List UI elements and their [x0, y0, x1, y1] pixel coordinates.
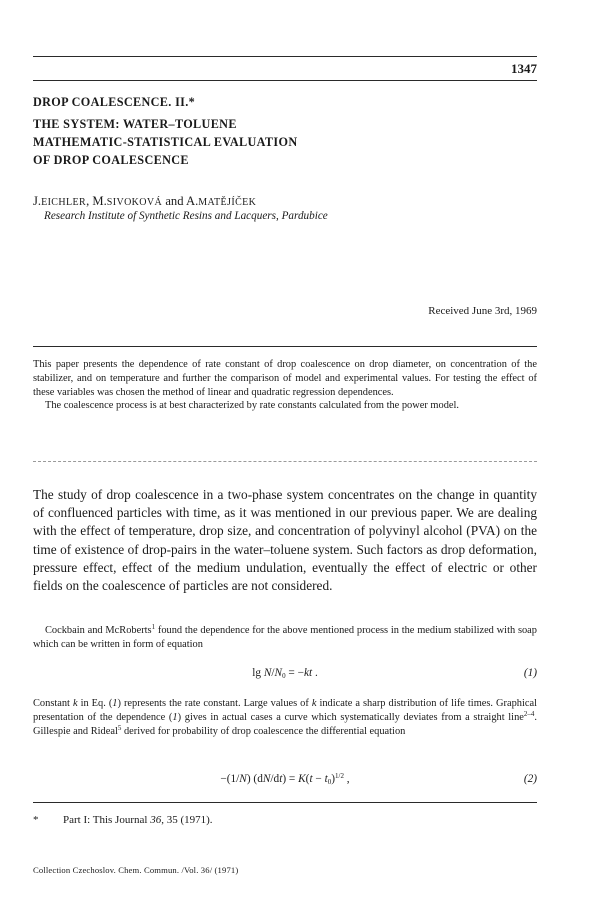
eq2-lhs: −(1/ — [220, 773, 240, 785]
author-1-surname: EICHLER — [41, 197, 87, 208]
authors-conjunction: and — [165, 194, 184, 208]
title-line-4: OF DROP COALESCENCE — [33, 153, 189, 167]
eq1-dot: . — [312, 667, 318, 679]
eq2-N: N — [239, 773, 247, 785]
received-date: Received June 3rd, 1969 — [428, 305, 537, 317]
abstract-top-rule — [33, 346, 537, 347]
author-3-surname: MATĚJÍČEK — [198, 197, 257, 208]
abstract-paragraph-2: The coalescence process is at best characterized by rate constants calculated from the power model. — [45, 400, 459, 412]
abstract — [33, 358, 537, 413]
affiliation: Research Institute of Synthetic Resins and Lacquers, Pardubice — [44, 210, 328, 222]
eq2-comma: , — [343, 773, 350, 785]
footnote-rule — [33, 802, 537, 803]
paragraph-cockbain — [33, 624, 537, 652]
paragraph-cockbain-text-2: found the dependence for the above mentioned process in the medium stabilized with soap which can be written in form of equation — [33, 625, 537, 651]
author-2-initial: M. — [92, 194, 107, 208]
eq2-t0: t — [324, 773, 328, 785]
footnote-mark: * — [33, 814, 39, 826]
footnote-volume: 36 — [150, 814, 162, 826]
footnote-text-2: , 35 (1971). — [161, 814, 213, 826]
eq1-lg: lg — [252, 667, 262, 679]
p3-k-1: k — [72, 698, 78, 709]
paragraph-cockbain-text-1: Cockbain and McRoberts — [45, 625, 152, 636]
reference-1: 1 — [151, 623, 156, 631]
p3-eq-ref-1: 1 — [112, 698, 118, 709]
journal-footer: Collection Czechoslov. Chem. Commun. /Vol. 36/ (1971) — [33, 865, 239, 875]
eq2-mid: ) (d — [246, 773, 263, 785]
p3-eq-ref-2: 1 — [172, 712, 178, 724]
equation-1-expression — [33, 667, 537, 679]
eq1-kt: kt — [303, 667, 313, 679]
author-1-initial: J. — [33, 194, 42, 208]
p3-text-5: ) gives in actual cases a curve which systematically deviates from a straight line — [177, 712, 524, 724]
eq1-N: N — [263, 667, 272, 679]
paragraph-constant-k — [33, 697, 537, 739]
authors: J.EICHLER, M.SIVOKOVÁ and A.MATĚJÍČEK — [33, 194, 257, 208]
p3-k-2: k — [311, 698, 317, 709]
eq1-slash: / — [271, 667, 275, 679]
eq2-t: t — [279, 773, 283, 785]
equation-2-expression — [33, 773, 537, 785]
equation-1-number: (1) — [523, 667, 537, 679]
eq2-K: K — [298, 773, 306, 785]
p3-text-1: Constant — [33, 698, 73, 709]
p3-text-2: in Eq. ( — [77, 698, 113, 709]
p3-text-3: ) represents the rate constant. Large values of — [117, 698, 312, 709]
author-3-initial: A. — [185, 194, 199, 208]
reference-5: 5 — [117, 724, 122, 733]
equation-2-number: (2) — [523, 773, 537, 785]
p3-text-7: derived for probability of drop coalescence the differential equation — [121, 726, 406, 738]
eq2-equals: ) = — [282, 773, 299, 785]
eq2-exponent: 1/2 — [335, 772, 344, 780]
eq2-paren-close: ) — [331, 773, 336, 785]
abstract-paragraph-1: This paper presents the dependence of rate constant of drop coalescence on drop diameter, on concentration of the stabilizer, and on temperature and further the comparison of model and experimental values. For testing the effect of these variables was chosen the method of linear and quadratic regression dependences. — [33, 359, 537, 398]
eq1-rhs: = − — [285, 667, 304, 679]
intro-text: The study of drop coalescence in a two-phase system concentrates on the change in quantity of confluenced particles with time, as it was mentioned in our previous paper. We are dealing with the effect of temperature, drop size, and concentration of polyvinyl alcohol (PVA) on the time of existence of drop-pairs in the water–toluene system. Such factors as drop deformation, pressure effect, effect of the medium undulation, eventually the effect of electric or other fields on the coalescence of particles are not considered. — [33, 487, 537, 594]
eq1-subscript-0: 0 — [282, 672, 286, 680]
eq1-N0: N — [274, 667, 283, 679]
page-number-rule — [33, 80, 537, 81]
footnote — [33, 814, 213, 826]
author-2-surname: SIVOKOVÁ — [106, 197, 163, 208]
eq2-mid2: /d — [270, 773, 280, 785]
p3-text-6: . Gillespie and Rideal — [33, 712, 537, 738]
title-line-2: THE SYSTEM: WATER–TOLUENE — [33, 117, 237, 131]
intro-paragraph — [33, 486, 537, 595]
eq2-paren-open: ( — [305, 773, 310, 785]
title-line-3: MATHEMATIC-STATISTICAL EVALUATION — [33, 135, 298, 149]
eq2-minus: − — [312, 773, 325, 785]
abstract-bottom-rule — [33, 461, 537, 462]
page-number: 1347 — [511, 61, 537, 76]
reference-2-4: 2–4 — [523, 710, 535, 719]
footnote-text-1: Part I: This Journal — [63, 814, 151, 826]
eq2-subscript-0: 0 — [327, 778, 332, 786]
header-rule — [33, 56, 537, 57]
p3-text-4: indicate a sharp distribution of life times. Graphical presentation of the dependence ( — [33, 698, 537, 724]
eq2-N2: N — [262, 773, 271, 785]
title-line-1: DROP COALESCENCE. II.* — [33, 95, 196, 109]
eq2-t2: t — [309, 773, 313, 785]
